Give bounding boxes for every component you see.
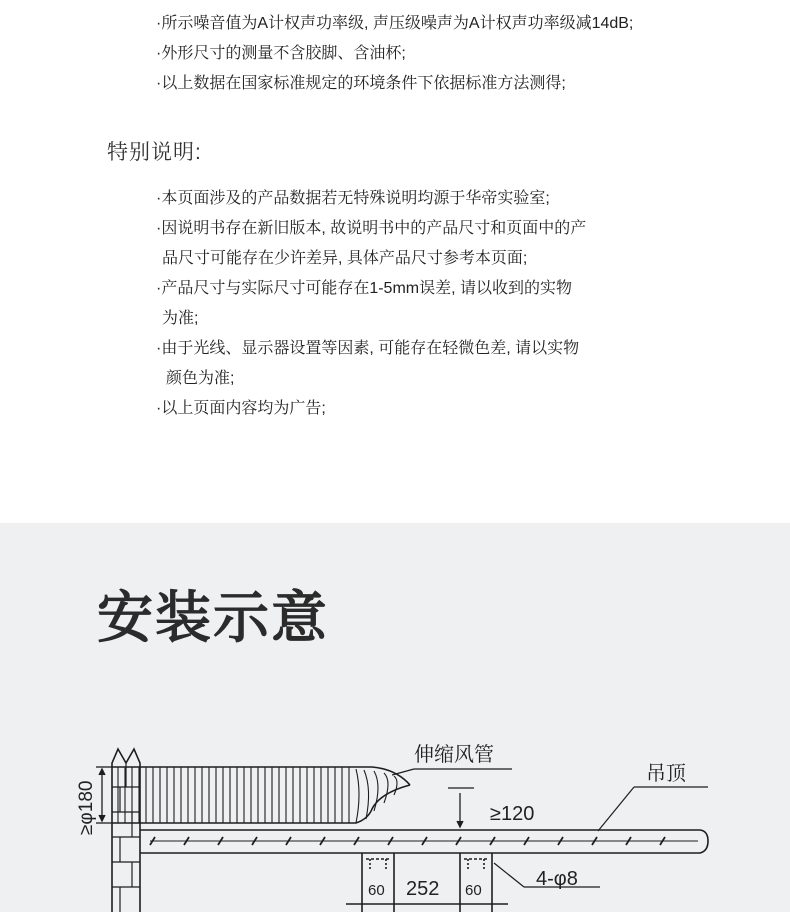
special-note-line: 颜色为准;: [166, 370, 235, 387]
duct-label: 伸缩风管: [414, 744, 494, 766]
special-note-line: 为准;: [162, 310, 199, 327]
dimension-center: 252: [406, 878, 440, 900]
diameter-label: ≥φ180: [76, 780, 97, 835]
special-note-line: ·因说明书存在新旧版本, 故说明书中的产品尺寸和页面中的产: [156, 220, 587, 237]
ceiling-leader: [598, 787, 634, 831]
special-note-line: ·由于光线、显示器设置等因素, 可能存在轻微色差, 请以实物: [156, 340, 580, 357]
diameter-dimension: [96, 767, 112, 823]
ceiling-label: 吊顶: [646, 763, 686, 785]
special-note-line: ·本页面涉及的产品数据若无特殊说明均源于华帝实验室;: [156, 190, 550, 207]
clearance-dimension: [448, 788, 474, 827]
special-note-line: ·产品尺寸与实际尺寸可能存在1-5mm误差, 请以收到的实物: [156, 280, 573, 297]
installation-title: 安装示意: [97, 586, 329, 649]
clearance-label: ≥120: [490, 803, 535, 825]
special-note-line: ·以上页面内容均为广告;: [156, 400, 326, 417]
note-line: ·所示噪音值为A计权声功率级, 声压级噪声为A计权声功率级减14dB;: [156, 15, 634, 32]
flexible-duct: [112, 767, 410, 823]
installation-section: [0, 523, 790, 912]
holes-label: 4-φ8: [536, 868, 578, 890]
note-line: ·外形尺寸的测量不含胶脚、含油杯;: [156, 45, 406, 62]
holes-leader: [494, 863, 524, 887]
note-line: ·以上数据在国家标准规定的环境条件下依据标准方法测得;: [156, 75, 566, 92]
dimension-left: 60: [368, 882, 385, 899]
installation-diagram: [0, 523, 790, 912]
wall-bricks: [112, 763, 140, 912]
special-notes-title: 特别说明:: [107, 141, 202, 164]
dimension-right: 60: [465, 882, 482, 899]
special-note-line: 品尺寸可能存在少许差异, 具体产品尺寸参考本页面;: [162, 250, 528, 267]
